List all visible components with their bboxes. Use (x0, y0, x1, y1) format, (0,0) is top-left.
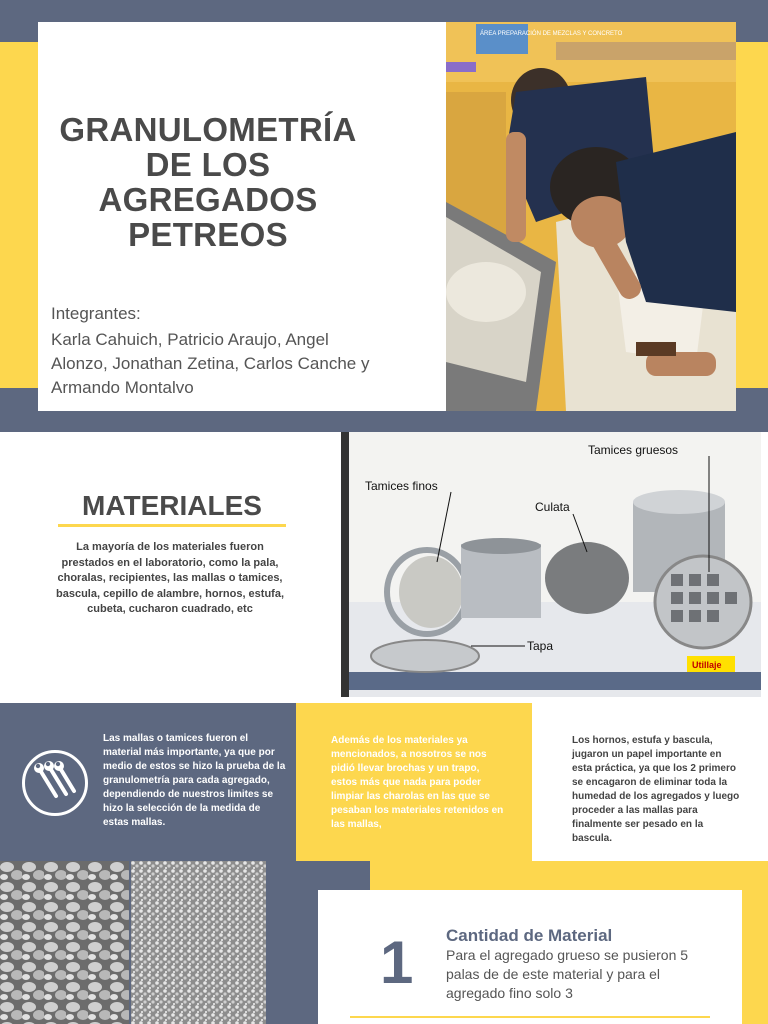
step-underline (350, 1016, 710, 1018)
label-tamices-finos: Tamices finos (365, 479, 438, 493)
members-label: Integrantes: (51, 304, 141, 323)
materials-description: La mayoría de los materiales fueron prestados en el laboratorio, como la pala, choralas, recipientes, las mallas o tamices, bascula, cepillo de alambre, hornos, estufa, cubeta, cucharon cuadrado, etc (56, 541, 285, 615)
label-utillaje: Utillaje (692, 660, 722, 670)
column-text-sieves: Las mallas o tamices fueron el material más importante, ya que por medio de estos se hizo la prueba de la granulometría para cada agregado, dependiendo de nuestros limites se hizo la selección de la medida de estas mallas. (103, 733, 286, 828)
yellow-accent-left (0, 42, 38, 388)
step-number: 1 (380, 929, 414, 996)
step-title: Cantidad de Material (446, 926, 613, 945)
fine-gravel-photo (131, 861, 266, 1024)
column-text-brushes: Además de los materiales ya mencionados, a nosotros se nos pidió llevar brochas y un trapo, estos más que nada para poder limpiar las charolas en las que se pesaban los materiales retenidos en las mallas, (331, 735, 504, 830)
column-text-ovens: Los hornos, estufa y bascula, jugaron un papel importante en esta práctica, ya que los 2 primero se encagaron de eliminar toda la humedad de los agregados y luego proceder a las mallas para finalmente ser pesado en la bascula. (572, 735, 740, 844)
sieves-photo (341, 432, 761, 697)
label-tamices-gruesos: Tamices gruesos (588, 443, 679, 457)
coarse-gravel-photo (0, 861, 129, 1024)
page-title: GRANULOMETRÍA DE LOS AGREGADOS PETREOS (59, 111, 357, 253)
wrench-icon (22, 750, 88, 816)
materials-title-underline (58, 524, 286, 527)
photo-sign-text: ÁREA PREPARACIÓN DE MEZCLAS Y CONCRETO (480, 31, 623, 37)
label-culata: Culata (535, 500, 570, 514)
members-list: Karla Cahuich, Patricio Araujo, Angel Alonzo, Jonathan Zetina, Carlos Canche y Armando Montalvo (51, 330, 370, 397)
yellow-accent-right (736, 42, 768, 388)
lab-workers-photo (446, 22, 736, 411)
label-tapa: Tapa (527, 639, 554, 653)
step-body: Para el agregado grueso se pusieron 5 palas de de este material y para el agregado fino solo 3 (446, 947, 689, 1001)
materials-title: MATERIALES (82, 490, 262, 521)
